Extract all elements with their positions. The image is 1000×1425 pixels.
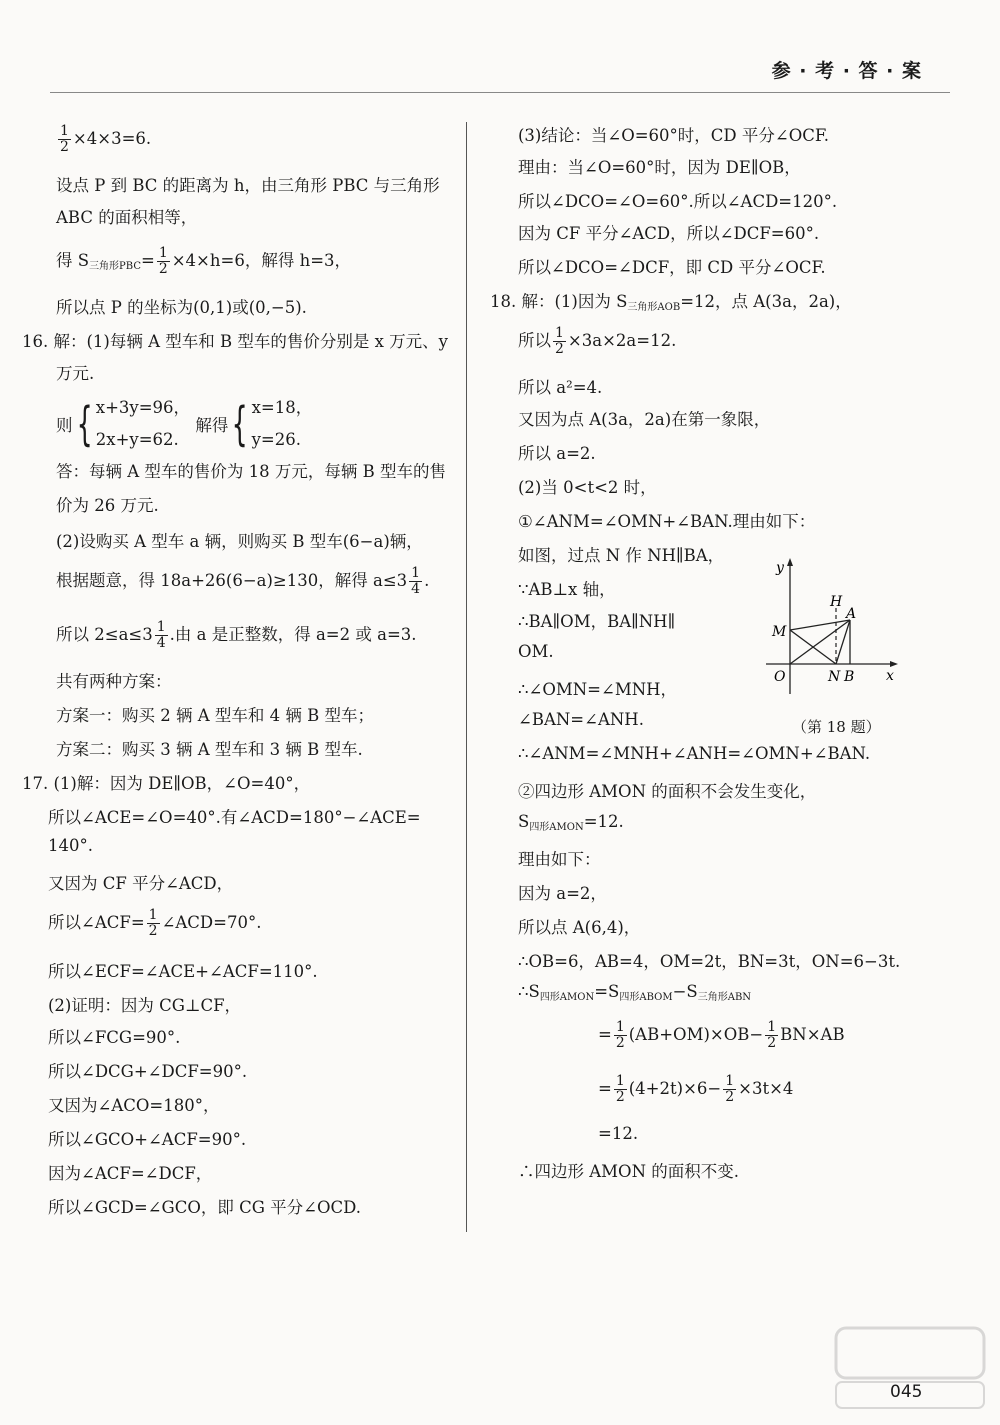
equation-system: 则{ x+3y=96， 2x+y=62. 解得{ x=18， y=26. <box>56 397 313 451</box>
line: (2)证明：因为 CG⊥CF， <box>48 996 242 1015</box>
page-header: 参 · 考 · 答 · 案 <box>771 60 922 82</box>
label-M: M <box>772 624 787 640</box>
line: 所以∠DCG+∠DCF=90°. <box>48 1062 248 1081</box>
line: 所以∠GCD=∠GCO，即 CG 平分∠OCD. <box>48 1198 362 1217</box>
label-A: A <box>846 606 857 622</box>
line: (3)结论：当∠O=60°时，CD 平分∠OCF. <box>518 126 829 145</box>
line: 所以 2≤a≤3 $\frac{1}{4}$ .由 a 是正整数，得 a=2 或 a=3. <box>56 619 417 651</box>
line: 理由：当∠O=60°时，因为 DE∥OB， <box>518 158 801 177</box>
line: 所以 $\frac{1}{2}$ ×3a×2a=12. <box>518 325 677 357</box>
line: 所以∠ACF= $\frac{1}{2}$ ∠ACD=70°. <box>48 907 262 939</box>
page-number: 045 <box>890 1382 923 1402</box>
line: 答：每辆 A 型车的售价为 18 万元，每辆 B 型车的售 <box>56 462 447 481</box>
line: ①∠ANM=∠OMN+∠BAN.理由如下： <box>518 512 816 531</box>
line: 因为 a=2， <box>518 884 607 903</box>
label-x: x <box>886 668 894 684</box>
line: 万元. <box>56 364 95 383</box>
line: ∴四边形 AMON 的面积不变. <box>518 1162 740 1181</box>
line: 方案一：购买 2 辆 A 型车和 4 辆 B 型车； <box>56 706 374 725</box>
line: 所以∠FCG=90°. <box>48 1028 181 1047</box>
column-divider <box>466 122 467 1232</box>
line: =12. <box>598 1124 639 1143</box>
line: ∴∠OMN=∠MNH， <box>518 680 678 699</box>
line: 所以点 A(6,4)， <box>518 918 641 937</box>
label-H: H <box>830 594 843 610</box>
line: (2)设购买 A 型车 a 辆，则购买 B 型车(6−a)辆， <box>56 532 423 551</box>
line: ∴∠ANM=∠MNH+∠ANH=∠OMN+∠BAN. <box>518 744 871 763</box>
line: 所以∠ECF=∠ACE+∠ACF=110°. <box>48 962 318 981</box>
line: 因为 CF 平分∠ACD，所以∠DCF=60°. <box>518 224 820 243</box>
line: $\frac{1}{2}$ ×4×3=6. <box>60 123 152 155</box>
header-rule <box>50 92 950 93</box>
line: 又因为点 A(3a，2a)在第一象限， <box>518 410 771 429</box>
line: 得 $S_{三角形PBC}=$ $\frac{1}{2}$ ×4×h=6，解得 h=3， <box>56 245 352 277</box>
fraction: $\frac{1}{2}$ <box>60 123 69 155</box>
question-17: 17. (1)解：因为 DE∥OB，∠O=40°， <box>22 774 311 793</box>
y-axis-arrow <box>787 558 793 566</box>
question-18: 18. 解：(1)因为 $S_{三角形AOB}=12$，点 A(3a，2a)， <box>490 292 852 313</box>
segment-AN <box>836 620 850 664</box>
line: ∴OB=6，AB=4，OM=2t，BN=3t，ON=6−3t. <box>518 952 901 971</box>
line: OM. <box>518 642 554 661</box>
figure-caption: （第 18 题） <box>792 718 881 736</box>
line: ∠BAN=∠ANH. <box>518 710 644 729</box>
line: 所以∠ACE=∠O=40°.有∠ACD=180°−∠ACE= <box>48 808 421 827</box>
label-B: B <box>844 669 855 685</box>
line: 如图，过点 N 作 NH∥BA， <box>518 546 725 565</box>
line: 根据题意，得 18a+26(6−a)≥130，解得 a≤3 $\frac{1}{4}$ . <box>56 565 430 597</box>
line: ∴BA∥OM，BA∥NH∥ <box>518 612 676 631</box>
label-N: N <box>828 669 841 685</box>
line: 方案二：购买 3 辆 A 型车和 3 辆 B 型车. <box>56 740 363 759</box>
line: 所以∠DCO=∠O=60°.所以∠ACD=120°. <box>518 192 838 211</box>
line: 因为∠ACF=∠DCF， <box>48 1164 213 1183</box>
line: 价为 26 万元. <box>56 496 159 515</box>
line: $S_{四形AMON}=12$. <box>518 812 624 833</box>
line: 共有两种方案： <box>56 672 172 691</box>
segment-OA <box>790 620 850 664</box>
question-16: 16. 解：(1)每辆 A 型车和 B 型车的售价分别是 x 万元、y <box>22 332 448 351</box>
line: ABC 的面积相等， <box>56 208 198 227</box>
label-O: O <box>774 669 786 685</box>
x-axis-arrow <box>890 661 898 667</box>
line: 所以∠GCO+∠ACF=90°. <box>48 1130 247 1149</box>
line: 所以 a²=4. <box>518 378 603 397</box>
line: 设点 P 到 BC 的距离为 h，由三角形 PBC 与三角形 <box>56 176 440 195</box>
line: $\therefore S_{四形AMON}=S_{四形ABOM}-S_{三角形ABN}$ <box>518 982 752 1003</box>
geometry-figure <box>762 556 902 706</box>
line: (2)当 0<t<2 时， <box>518 478 657 497</box>
line: 所以 a=2. <box>518 444 596 463</box>
line: 又因为 CF 平分∠ACD， <box>48 874 234 893</box>
line: = $\frac{1}{2}$ (4+2t)×6− $\frac{1}{2}$ ×3t×4 <box>598 1073 794 1105</box>
segment-MA <box>790 620 850 630</box>
line: ∵AB⊥x 轴， <box>518 580 616 599</box>
line: = $\frac{1}{2}$ (AB+OM)×OB− $\frac{1}{2}$ BN×AB <box>598 1019 845 1051</box>
line: 所以点 P 的坐标为(0,1)或(0,−5). <box>56 298 307 317</box>
line: 所以∠DCO=∠DCF，即 CD 平分∠OCF. <box>518 258 826 277</box>
line: ②四边形 AMON 的面积不会发生变化， <box>518 782 817 801</box>
label-y: y <box>776 560 784 576</box>
watermark-logo <box>830 1322 990 1412</box>
line: 又因为∠ACO=180°， <box>48 1096 220 1115</box>
line: 理由如下： <box>518 850 601 869</box>
line: 140°. <box>48 836 93 855</box>
